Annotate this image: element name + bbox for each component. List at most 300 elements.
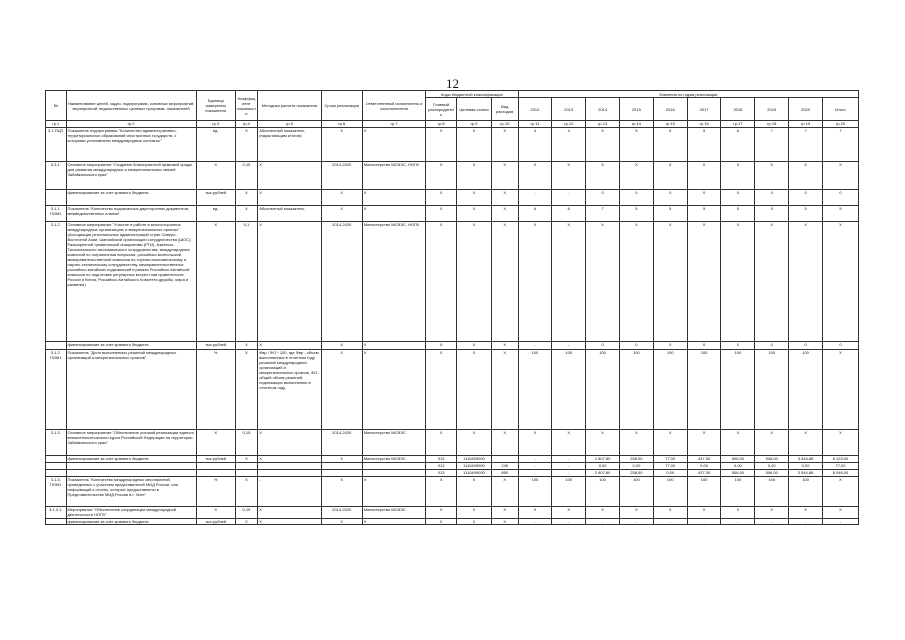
table-cell: 0 (789, 190, 823, 206)
table-cell: X (321, 128, 362, 162)
table-cell: - (518, 342, 552, 350)
table-cell: X (426, 222, 457, 342)
table-cell: 437,30 (687, 470, 721, 477)
column-number-cell: гр.2 (66, 121, 196, 128)
table-cell: X (362, 342, 426, 350)
column-number-cell: гр.8 (426, 121, 457, 128)
table-cell: X (552, 430, 586, 456)
table-cell: 0 (653, 190, 687, 206)
table-cell: Показатель подпрограммы "Количество административно-территориальных образований иностранных государств, с которыми установлены международные контакты" (66, 128, 196, 162)
table-cell: X (653, 507, 687, 519)
column-number-cell: гр.14 (620, 121, 654, 128)
table-cell: 0,15 (235, 507, 258, 519)
table-cell: X (258, 507, 322, 519)
table-cell (258, 463, 322, 470)
table-cell (235, 470, 258, 477)
table-cell: - (552, 342, 586, 350)
table-cell (66, 470, 196, 477)
table-cell: X (258, 519, 322, 525)
table-cell: X (321, 477, 362, 507)
table-cell (66, 463, 196, 470)
table-cell: % (196, 477, 235, 507)
table-cell: 3.1.2. ПОМ1 (46, 350, 67, 430)
table-cell: X (235, 190, 258, 206)
table-cell: 2 807,80 (586, 456, 620, 463)
table-cell: X (457, 162, 492, 190)
table-cell: - (552, 190, 586, 206)
table-cell: X (235, 519, 258, 525)
table-cell: Основное мероприятие "Создание благоприятной правовой среды для развития международных и межрегиональных связей Забайкальского края" (66, 162, 196, 190)
table-cell: X (586, 507, 620, 519)
column-number-cell: гр.7 (362, 121, 426, 128)
table-cell: X (518, 222, 552, 342)
table-cell: X (457, 206, 492, 222)
table-cell: 0 (822, 190, 858, 206)
table-cell: 5 (687, 128, 721, 162)
table-cell: 5 (687, 206, 721, 222)
column-number-row (46, 121, 859, 128)
table-cell: 0,00 (653, 470, 687, 477)
table-cell: X (822, 430, 858, 456)
table-cell: X (687, 507, 721, 519)
header-target: Целевая статья (457, 98, 492, 121)
table-cell: 100 (721, 477, 755, 507)
table-cell: X (196, 222, 235, 342)
table-cell: финансирование за счет краевого бюджета (66, 342, 196, 350)
table-cell: X (822, 507, 858, 519)
table-cell: - (552, 470, 586, 477)
table-cell: 100 (552, 477, 586, 507)
table-cell: 0,00 (586, 463, 620, 470)
table-cell: 3.1.3. (46, 430, 67, 456)
table-cell: 2014-2020 (321, 222, 362, 342)
table-row (46, 463, 859, 470)
table-cell: 240 (491, 463, 518, 470)
table-cell: X (457, 507, 492, 519)
table-cell: 013 (426, 470, 457, 477)
table-cell: 100 (586, 477, 620, 507)
table-cell: X (721, 162, 755, 190)
column-number-cell: гр.16 (687, 121, 721, 128)
header-num: № (46, 91, 67, 121)
table-cell: X (822, 162, 858, 190)
table-cell: 7 (822, 128, 858, 162)
table-cell: - (721, 519, 755, 525)
table-cell: 100 (586, 350, 620, 430)
table-cell: X (620, 507, 654, 519)
table-cell: X (457, 190, 492, 206)
table-cell: 100 (653, 350, 687, 430)
table-cell: - (552, 519, 586, 525)
header-total: Итого (822, 98, 858, 121)
table-cell: X (491, 206, 518, 222)
table-cell: - (822, 519, 858, 525)
table-cell: 3.1.2. (46, 222, 67, 342)
table-cell: 0 (586, 342, 620, 350)
table-cell: X (620, 162, 654, 190)
table-cell: 100 (687, 350, 721, 430)
header-year: 2012 (518, 98, 552, 121)
table-cell: Показатель "Доля выполненных решений международных организаций и межрегиональных органов" (66, 350, 196, 430)
table-cell: 0 (755, 190, 789, 206)
table-row (46, 162, 859, 190)
table-cell: X (196, 162, 235, 190)
table-cell: X (653, 162, 687, 190)
table-row (46, 456, 859, 463)
table-cell: 6 (552, 206, 586, 222)
table-cell: X (721, 507, 755, 519)
table-row (46, 350, 859, 430)
table-cell (46, 463, 67, 470)
table-cell: X (426, 190, 457, 206)
table-cell: 3.1.3.1. (46, 507, 67, 519)
table-cell: X (426, 350, 457, 430)
table-cell: X (491, 162, 518, 190)
table-cell: X (362, 350, 426, 430)
table-cell (46, 342, 67, 350)
table-body (46, 121, 859, 525)
header-method: Методика расчета показателя (258, 91, 322, 121)
table-cell: X (822, 477, 858, 507)
table-cell: X (653, 222, 687, 342)
column-number-cell: гр.12 (552, 121, 586, 128)
table-cell: 7 (789, 128, 823, 162)
table-cell: 0 (789, 342, 823, 350)
table-cell: X (426, 128, 457, 162)
table-cell: 0 (653, 342, 687, 350)
table-cell: 77,00 (653, 463, 687, 470)
table-cell: 0,15 (235, 430, 258, 456)
table-cell: 3 544,88 (789, 470, 823, 477)
table-cell (362, 463, 426, 470)
table-cell: X (235, 477, 258, 507)
table-cell: - (653, 519, 687, 525)
column-number-cell: гр.10 (491, 121, 518, 128)
table-cell: - (620, 519, 654, 525)
table-cell: 0 (755, 342, 789, 350)
header-year: 2020 (789, 98, 823, 121)
table-cell: 2014-2020 (321, 507, 362, 519)
table-cell: - (518, 456, 552, 463)
table-cell: 100 (687, 477, 721, 507)
table-cell: X (258, 456, 322, 463)
table-cell: 0 (721, 190, 755, 206)
table-row (46, 190, 859, 206)
table-cell: 1110499000 (457, 463, 492, 470)
table-cell: X (426, 519, 457, 525)
table-cell: X (321, 350, 362, 430)
header-expense-type: Вид расходов (491, 98, 518, 121)
table-cell: X (258, 430, 322, 456)
column-number-cell: гр.18 (755, 121, 789, 128)
table-cell: 6 (518, 206, 552, 222)
table-cell: тыс.рублей (196, 519, 235, 525)
table-cell: 100 (620, 350, 654, 430)
table-cell: X (491, 128, 518, 162)
table-cell: 0 (620, 342, 654, 350)
table-cell: 100 (620, 477, 654, 507)
table-row (46, 222, 859, 342)
table-cell: ед. (196, 206, 235, 222)
table-cell: X (491, 430, 518, 456)
table-cell: X (552, 162, 586, 190)
table-cell: X (321, 519, 362, 525)
table-cell: Абсолютный показатель (нарастающим итогом) (258, 128, 322, 162)
table-cell: - (258, 477, 322, 507)
header-budget-codes: Коды бюджетной классификации (426, 91, 518, 98)
table-cell: 100 (721, 350, 755, 430)
table-cell: 0,00 (755, 463, 789, 470)
table-cell: 100 (789, 477, 823, 507)
table-cell: Министерство МСВЭС (362, 430, 426, 456)
table-cell: 506,00 (721, 456, 755, 463)
table-cell: X (518, 507, 552, 519)
table-cell: 100 (755, 477, 789, 507)
table-cell: X (362, 128, 426, 162)
header-executor: Ответственный исполнитель и соисполнители (362, 91, 426, 121)
table-cell: X (457, 519, 492, 525)
table-cell: 100 (552, 350, 586, 430)
table-cell: 506,00 (721, 470, 755, 477)
table-cell: 2014-2020 (321, 430, 362, 456)
header-year: 2015 (620, 98, 654, 121)
table-cell: 3.1.1. ПОМ1 (46, 206, 67, 222)
table-cell: X (362, 190, 426, 206)
table-cell: X (518, 162, 552, 190)
table-cell: 0 (822, 342, 858, 350)
header-year: 2013 (552, 98, 586, 121)
table-cell: Мероприятие "Обеспечение координации международной деятельности НОГВ" (66, 507, 196, 519)
table-cell: Основное мероприятие "Обеспечение условий реализации единого внешнеполитического курса Российской Федерации на территории Забайкальского края" (66, 430, 196, 456)
program-indicators-table (45, 90, 859, 525)
table-cell (196, 463, 235, 470)
table-cell: X (321, 206, 362, 222)
table-cell: 0 (586, 190, 620, 206)
table-cell: 5 (586, 128, 620, 162)
table-row (46, 507, 859, 519)
table-cell (491, 456, 518, 463)
table-cell (362, 470, 426, 477)
table-cell (258, 470, 322, 477)
table-cell: 1110499000 (457, 456, 492, 463)
column-number-cell: гр.3 (196, 121, 235, 128)
table-cell: X (258, 162, 322, 190)
table-cell: 77,00 (822, 463, 858, 470)
table-cell: X (822, 222, 858, 342)
table-cell: тыс.рублей (196, 456, 235, 463)
header-year: 2018 (721, 98, 755, 121)
table-cell: X (586, 162, 620, 190)
header-unit: Единица измерения показателя (196, 91, 235, 121)
table-cell: X (426, 430, 457, 456)
table-cell: X (457, 477, 492, 507)
column-number-cell: гр.4 (235, 121, 258, 128)
header-grbs: Главный распорядитель (426, 98, 457, 121)
document-table-wrapper (45, 90, 859, 525)
table-cell: X (687, 430, 721, 456)
table-cell (196, 470, 235, 477)
table-cell: Показатель "Количество подписанных двусторонних документов, межведомственных планов" (66, 206, 196, 222)
table-cell: 0,00 (687, 463, 721, 470)
column-number-cell: гр.20 (822, 121, 858, 128)
table-cell: 3.3.1. (46, 162, 67, 190)
table-cell: 100 (653, 477, 687, 507)
table-cell: 5 (721, 206, 755, 222)
table-cell: X (620, 430, 654, 456)
column-number-cell: гр.5 (258, 121, 322, 128)
table-cell: X (518, 430, 552, 456)
column-number-cell: гр.15 (653, 121, 687, 128)
table-cell: - (552, 463, 586, 470)
table-cell: 437,30 (687, 456, 721, 463)
table-cell: Министерство МСВЭС, НОГВ (362, 222, 426, 342)
table-cell (321, 463, 362, 470)
column-number-cell: гр.11 (518, 121, 552, 128)
table-cell: финансирование за счет краевого бюджета (66, 190, 196, 206)
table-cell: 013 (426, 456, 457, 463)
table-cell: 2014-2020 (321, 162, 362, 190)
table-cell: X (258, 342, 322, 350)
table-cell: тыс.рублей (196, 190, 235, 206)
table-cell: 3.1.3. ПОМ1 (46, 477, 67, 507)
table-cell: X (491, 519, 518, 525)
table-cell: 7 (586, 206, 620, 222)
table-cell: X (491, 477, 518, 507)
table-cell (46, 519, 67, 525)
table-cell: Основное мероприятие "Участие в работе в многосторонних международных организациях и межрегиональных органах" (Ассоциация региональных администраций стран Северо-Восточной Азии, Шанхайской организации сотрудничества (ШОС), Расширенной туманганской инициативы (РТИ), Азиатско-Тихоокеанского экономического сотрудничества, международных комиссий по пограничным вопросам, российско-монгольской межправительственной комиссии по торгово-экономическому и научно-техническому сотрудничеству, межправительственных российско-китайских подкомиссий в рамках Российско-Китайской комиссии по подготовке регулярных встреч глав правительств России и Китая, Российско-Китайского Комитета дружбы, мира и развития) (66, 222, 196, 342)
table-cell: 506,00 (755, 456, 789, 463)
table-row (46, 477, 859, 507)
table-cell: X (552, 507, 586, 519)
header-period: Сроки реализации (321, 91, 362, 121)
table-cell: X (321, 190, 362, 206)
table-cell: X (789, 430, 823, 456)
table-cell: X (426, 162, 457, 190)
table-cell: X (721, 430, 755, 456)
table-cell: X (552, 222, 586, 342)
table-cell: 3.1.ПЦП (46, 128, 67, 162)
table-row (46, 430, 859, 456)
column-number-cell: гр.17 (721, 121, 755, 128)
table-cell: X (721, 222, 755, 342)
table-cell: Показатель "Количество международных мероприятий, проведенных с участием представителей МИД России, или информаций к отчеты, которые предоставлены в Представительство МИД России в г. Чите" (66, 477, 196, 507)
table-cell: X (235, 128, 258, 162)
table-cell: 5 (822, 206, 858, 222)
table-cell: X (362, 519, 426, 525)
table-cell: 0,1 (235, 222, 258, 342)
table-cell: X (426, 477, 457, 507)
table-cell (46, 470, 67, 477)
table-cell: X (491, 222, 518, 342)
table-cell: 0,00 (620, 463, 654, 470)
table-cell: X (687, 222, 721, 342)
header-year-values: Значения по годам реализации (518, 91, 858, 98)
table-cell: X (258, 190, 322, 206)
table-cell: 6 (721, 128, 755, 162)
table-cell: X (196, 507, 235, 519)
table-cell: - (518, 463, 552, 470)
table-cell: X (491, 190, 518, 206)
table-cell: X (586, 222, 620, 342)
page-number: 12 (446, 76, 459, 91)
table-cell: 100 (755, 350, 789, 430)
table-cell: Министерство МСВЭС (362, 456, 426, 463)
table-cell: 100 (789, 350, 823, 430)
table-row (46, 470, 859, 477)
table-cell: финансирование за счет краевого бюджета (66, 519, 196, 525)
table-cell (321, 470, 362, 477)
table-cell: 7 (755, 128, 789, 162)
table-cell: 5 (755, 206, 789, 222)
table-cell: X (426, 206, 457, 222)
column-number-cell: гр.6 (321, 121, 362, 128)
table-cell: - (518, 190, 552, 206)
table-cell: X (457, 128, 492, 162)
table-cell: X (755, 430, 789, 456)
table-cell: 3 544,88 (789, 456, 823, 463)
table-cell (46, 456, 67, 463)
table-cell: 4 (552, 128, 586, 162)
table-cell: 100 (518, 477, 552, 507)
table-cell: X (426, 342, 457, 350)
table-cell: X (457, 350, 492, 430)
table-cell: X (491, 342, 518, 350)
table-cell: X (586, 430, 620, 456)
table-cell: X (235, 342, 258, 350)
table-row (46, 128, 859, 162)
table-cell: X (426, 507, 457, 519)
table-cell: X (789, 162, 823, 190)
table-cell: 258,50 (620, 470, 654, 477)
table-cell: X (822, 350, 858, 430)
table-cell: 0,15 (235, 162, 258, 190)
table-cell: X (258, 222, 322, 342)
table-cell: 5 (653, 206, 687, 222)
table-cell: финансирование за счет краевого бюджета (66, 456, 196, 463)
header-year: 2017 (687, 98, 721, 121)
table-cell: X (235, 350, 258, 430)
table-cell: 100 (518, 350, 552, 430)
table-cell: 8 046,00 (822, 470, 858, 477)
table-cell: Фвр / ФО * 100, где Фвр - объем выполненных в отчетном году решений международных организаций и межрегиональных органов, ФО - общий объем решений, подлежащих выполнению в отчетном году (258, 350, 322, 430)
table-cell: 8 123,00 (822, 456, 858, 463)
table-cell: X (321, 456, 362, 463)
table-cell: 013 (426, 463, 457, 470)
table-cell: X (755, 222, 789, 342)
table-cell: 258,50 (620, 456, 654, 463)
table-cell: - (789, 519, 823, 525)
column-number-cell: гр.13 (586, 121, 620, 128)
table-cell: - (518, 470, 552, 477)
table-row (46, 519, 859, 525)
table-cell: - (552, 456, 586, 463)
table-cell: X (491, 507, 518, 519)
header-row-1 (46, 91, 859, 98)
table-cell: 5 (620, 206, 654, 222)
header-year: 2014 (586, 98, 620, 121)
table-cell: X (755, 507, 789, 519)
table-cell: - (755, 519, 789, 525)
table-cell: 5 (620, 128, 654, 162)
table-cell: X (491, 350, 518, 430)
table-cell: 1110499000 (457, 470, 492, 477)
table-cell: - (518, 519, 552, 525)
table-cell (235, 463, 258, 470)
table-cell: 0 (687, 342, 721, 350)
table-cell: 5 (653, 128, 687, 162)
header-coef: Коэффициент значимости (235, 91, 258, 121)
table-cell: X (653, 430, 687, 456)
